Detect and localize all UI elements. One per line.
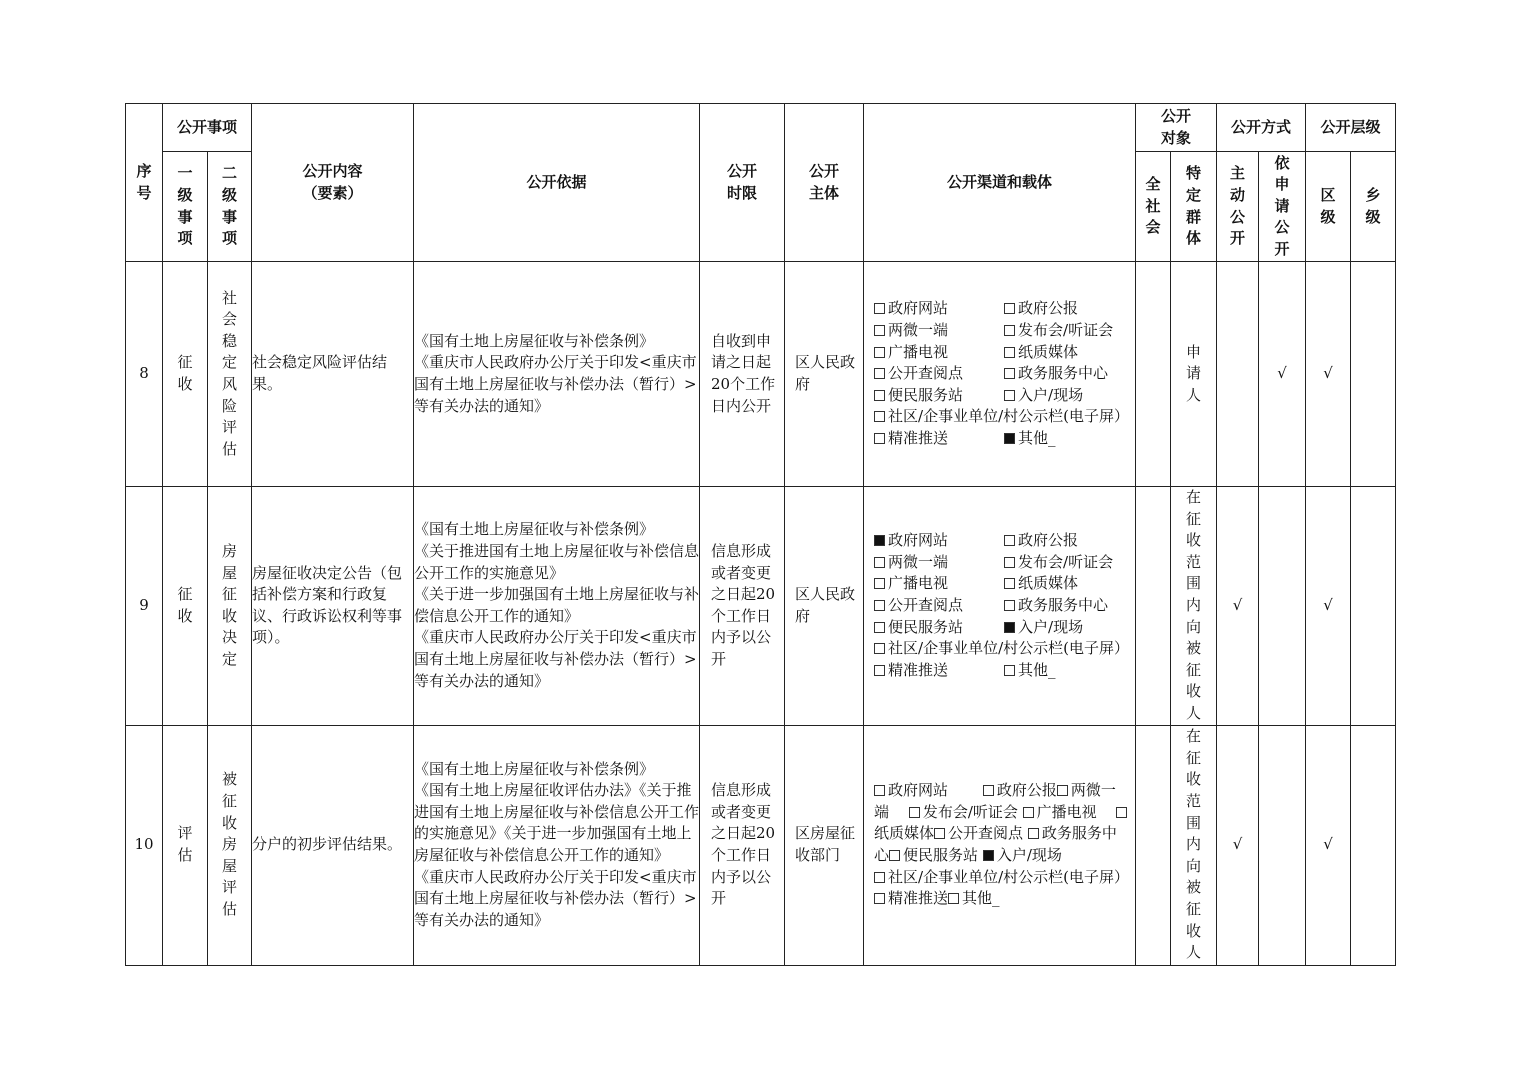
row-channels <box>864 487 1136 726</box>
channel-paper-media: 纸质媒体 <box>1004 342 1134 364</box>
row-content: 分户的初步评估结果。 <box>252 725 414 965</box>
header-items-group: 公开事项 <box>163 104 252 152</box>
disclosure-table <box>125 103 1396 966</box>
header-basis: 公开依据 <box>414 104 700 262</box>
row-basis: 《国有土地上房屋征收与补偿条例》 《重庆市人民政府办公厅关于印发<重庆市国有土地上房屋征收与补偿办法（暂行）>等有关办法的通知》 <box>414 262 700 487</box>
row-active: √ <box>1217 487 1259 726</box>
channel-other: 其他_ <box>1004 428 1134 450</box>
header-society: 全社会 <box>1136 152 1171 262</box>
header-subject: 公开主体 <box>785 104 864 262</box>
channel-press-hearing: 发布会/听证会 <box>1004 552 1134 574</box>
row-level2: 房屋征收决定 <box>208 487 252 726</box>
row-active <box>1217 262 1259 487</box>
row-level1: 征收 <box>163 262 208 487</box>
channel-precise-push: 精准推送 <box>874 428 1004 450</box>
table-row <box>126 487 1396 726</box>
row-township <box>1351 262 1396 487</box>
channel-door-onsite: 入户/现场 <box>1004 617 1134 639</box>
table-row <box>126 262 1396 487</box>
header-method-group: 公开方式 <box>1217 104 1306 152</box>
row-channels <box>864 725 1136 965</box>
channel-gov-gazette: 政府公报 <box>983 781 1057 799</box>
channel-service-center: 政务服务中心 <box>1004 595 1134 617</box>
channel-service-station: 便民服务站 <box>889 846 978 864</box>
channel-service-station: 便民服务站 <box>874 617 1004 639</box>
row-seq: 8 <box>126 262 163 487</box>
channel-radio-tv: 广播电视 <box>1023 803 1097 821</box>
row-seq: 9 <box>126 487 163 726</box>
channel-gov-gazette: 政府公报 <box>1004 298 1134 320</box>
channel-service-center: 政务服务中心 <box>1004 363 1134 385</box>
header-level2: 二级事项 <box>208 152 252 262</box>
row-apply: √ <box>1259 262 1306 487</box>
header-tier-group: 公开层级 <box>1306 104 1396 152</box>
row-level1: 征收 <box>163 487 208 726</box>
row-apply <box>1259 487 1306 726</box>
header-content: 公开内容（要素） <box>252 104 414 262</box>
channel-gov-website: 政府网站 <box>874 298 1004 320</box>
row-subject: 区人民政府 <box>785 487 864 726</box>
channel-reading-point: 公开查阅点 <box>874 595 1004 617</box>
channel-two-micro: 两微一端 <box>874 320 1004 342</box>
row-channels <box>864 262 1136 487</box>
row-level1: 评估 <box>163 725 208 965</box>
header-level1: 一级事项 <box>163 152 208 262</box>
row-level2: 被征收房屋评估 <box>208 725 252 965</box>
row-time-limit: 自收到申请之日起20个工作日内公开 <box>700 262 785 487</box>
row-content: 社会稳定风险评估结果。 <box>252 262 414 487</box>
channel-reading-point: 公开查阅点 <box>934 824 1023 842</box>
channel-bulletin: 社区/企事业单位/村公示栏(电子屏） <box>874 868 1129 886</box>
row-district: √ <box>1306 725 1351 965</box>
header-time-limit: 公开时限 <box>700 104 785 262</box>
row-district: √ <box>1306 487 1351 726</box>
row-seq: 10 <box>126 725 163 965</box>
channel-gov-website: 政府网站 <box>874 530 1004 552</box>
channel-paper-media: 纸质媒体 <box>874 803 1130 843</box>
channel-two-micro: 两微一端 <box>874 781 1116 821</box>
row-specific: 在征收范围内向被征收人 <box>1171 487 1217 726</box>
channel-other: 其他_ <box>948 889 1000 907</box>
channel-bulletin: 社区/企事业单位/村公示栏(电子屏） <box>874 638 1134 660</box>
row-specific: 在征收范围内向被征收人 <box>1171 725 1217 965</box>
row-society <box>1136 262 1171 487</box>
row-district: √ <box>1306 262 1351 487</box>
header-township: 乡级 <box>1351 152 1396 262</box>
row-township <box>1351 487 1396 726</box>
row-content: 房屋征收决定公告（包括补偿方案和行政复议、行政诉讼权利等事项）。 <box>252 487 414 726</box>
channel-radio-tv: 广播电视 <box>874 342 1004 364</box>
header-apply: 依申请公开 <box>1259 152 1306 262</box>
row-basis: 《国有土地上房屋征收与补偿条例》 《关于推进国有土地上房屋征收与补偿信息公开工作的实施意见》 《关于进一步加强国有土地上房屋征收与补偿信息公开工作的通知》 《重庆市人民政府办公厅关于印发<重庆市国有土地上房屋征收与补偿办法（暂行）>等有关办法的通知》 <box>414 487 700 726</box>
channel-service-center: 政务服务中心 <box>874 824 1117 865</box>
channel-two-micro: 两微一端 <box>874 552 1004 574</box>
channel-door-onsite: 入户/现场 <box>983 846 1062 864</box>
row-society <box>1136 725 1171 965</box>
channel-gov-website: 政府网站 <box>874 781 948 799</box>
row-basis: 《国有土地上房屋征收与补偿条例》 《国有土地上房屋征收评估办法》《关于推进国有土地上房屋征收与补偿信息公开工作的实施意见》《关于进一步加强国有土地上房屋征收与补偿信息公开工作的通知》 《重庆市人民政府办公厅关于印发<重庆市国有土地上房屋征收与补偿办法（暂行）>等有关办法的通知》 <box>414 725 700 965</box>
header-object-group: 公开对象 <box>1136 104 1217 152</box>
row-society <box>1136 487 1171 726</box>
channel-door-onsite: 入户/现场 <box>1004 385 1134 407</box>
channel-paper-media: 纸质媒体 <box>1004 573 1134 595</box>
channel-radio-tv: 广播电视 <box>874 573 1004 595</box>
channel-bulletin: 社区/企事业单位/村公示栏(电子屏） <box>874 406 1134 428</box>
row-level2: 社会稳定风险评估 <box>208 262 252 487</box>
header-seq: 序号 <box>126 104 163 262</box>
row-specific: 申请人 <box>1171 262 1217 487</box>
header-active: 主动公开 <box>1217 152 1259 262</box>
channel-precise-push: 精准推送 <box>874 660 1004 682</box>
header-channels: 公开渠道和载体 <box>864 104 1136 262</box>
table-row <box>126 725 1396 965</box>
row-active: √ <box>1217 725 1259 965</box>
row-time-limit: 信息形成或者变更之日起20个工作日内予以公开 <box>700 487 785 726</box>
channel-press-hearing: 发布会/听证会 <box>1004 320 1134 342</box>
channel-precise-push: 精准推送 <box>874 889 948 907</box>
row-subject: 区房屋征收部门 <box>785 725 864 965</box>
channel-gov-gazette: 政府公报 <box>1004 530 1134 552</box>
header-specific: 特定群体 <box>1171 152 1217 262</box>
channel-other: 其他_ <box>1004 660 1134 682</box>
header-district: 区级 <box>1306 152 1351 262</box>
channel-press-hearing: 发布会/听证会 <box>909 803 1018 821</box>
channel-service-station: 便民服务站 <box>874 385 1004 407</box>
row-subject: 区人民政府 <box>785 262 864 487</box>
row-time-limit: 信息形成或者变更之日起20个工作日内予以公开 <box>700 725 785 965</box>
row-apply <box>1259 725 1306 965</box>
row-township <box>1351 725 1396 965</box>
channel-reading-point: 公开查阅点 <box>874 363 1004 385</box>
